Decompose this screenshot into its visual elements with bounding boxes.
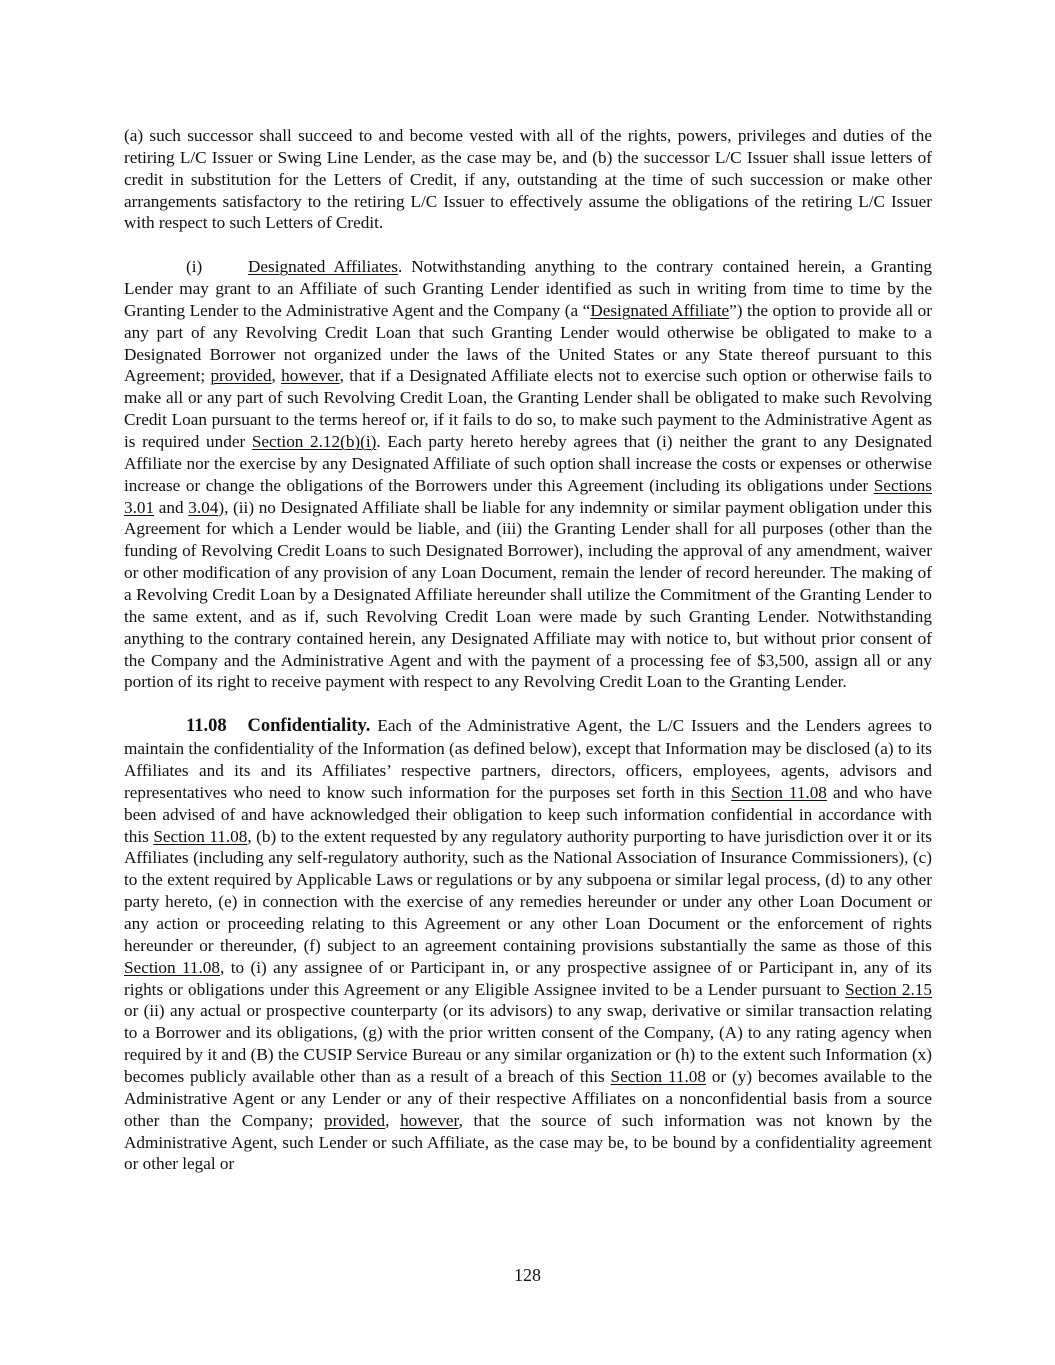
- section-reference-2-15: Section 2.15: [845, 979, 932, 999]
- paragraph-confidentiality: [124, 715, 932, 1175]
- clause-heading: Designated Affiliates: [248, 257, 398, 277]
- text-run: ), (ii) no Designated Affiliate shall be liable for any indemnity or similar payment obligation under this Agreement for which a Lender would be liable, and (iii) the Granting Lender shall for all purposes (other than the funding of Revolving Credit Loans to such Designated Borrower), including the approval of any amendment, waiver or other modification of any provision of any Loan Document, remain the lender of record hereunder. The making of a Revolving Credit Loan by a Designated Affiliate hereunder shall utilize the Commitment of the Granting Lender to the same extent, and as if, such Revolving Credit Loan were made by such Granting Lender. Notwithstanding anything to the contrary contained herein, any Designated Affiliate may with notice to, but without prior consent of the Company and the Administrative Agent and with the payment of a processing fee of $3,500, assign all or any portion of its right to receive payment with respect to any Revolving Credit Loan to the Granting Lender.: [124, 497, 932, 692]
- text-run: ,: [385, 1110, 401, 1130]
- paragraph-text: (a) such successor shall succeed to and become vested with all of the rights, powers, privileges and duties of the retiring L/C Issuer or Swing Line Lender, as the case may be, and (b) the successor L/C Issuer shall issue letters of credit in substitution for the Letters of Credit, if any, outstanding at the time of such succession or make other arrangements satisfactory to the retiring L/C Issuer to effectively assume the obligations of the retiring L/C Issuer with respect to such Letters of Credit.: [124, 126, 932, 233]
- text-run: . Each party hereto hereby agrees that (i) neither the grant to any Designated Affiliate nor the exercise by any Designated Affiliate of such option shall increase the costs or expenses or otherwise increase or change the obligations of the Borrowers under this Agreement (including its obligations under: [124, 432, 932, 495]
- section-reference-3-04: 3.04: [188, 497, 219, 517]
- however-term: however: [281, 366, 340, 386]
- section-reference-11-08: Section 11.08: [731, 782, 827, 802]
- text-run: and: [154, 497, 189, 517]
- provided-term: provided: [210, 366, 272, 386]
- paragraph-designated-affiliates: [124, 256, 932, 693]
- text-run: Each of the Administrative Agent, the L/C Issuers and the Lenders agrees to maintain the confidentiality of the Information (as defined below), except that Information may be disclosed (a) to its Affiliates and its and its Affiliates’ respective partners, directors, officers, employees, agents, advisors and representatives who need to know such information for the purposes set forth in this: [124, 716, 933, 802]
- document-page: [124, 125, 932, 1175]
- paragraph-successor-rights: [124, 125, 932, 234]
- section-reference-11-08: Section 11.08: [124, 957, 220, 977]
- however-term: however: [400, 1110, 459, 1130]
- text-run: ,: [271, 366, 282, 386]
- text-run: ”) the option to provide all or any part of any Revolving Credit Loan that such Granting Lender would otherwise be obligated to make to a Designated Borrower not organized under the laws of the United States or any State thereof pursuant to this Agreement;: [124, 300, 932, 386]
- defined-term: Designated Affiliate: [590, 300, 730, 320]
- section-reference-3-01: Sections 3.01: [124, 475, 932, 517]
- section-reference-11-08: Section 11.08: [153, 826, 248, 846]
- text-run: or (y) becomes available to the Administrative Agent or any Lender or any of their respective Affiliates on a nonconfidential basis from a source other than the Company;: [124, 1066, 932, 1130]
- section-reference-11-08: Section 11.08: [610, 1066, 706, 1086]
- provided-term: provided: [324, 1110, 386, 1130]
- text-run: , that the source of such information was not known by the Administrative Agent, such Lender or such Affiliate, as the case may be, to be bound by a confidentiality agreement or other legal or: [124, 1110, 932, 1174]
- page-number: 128: [514, 1265, 541, 1285]
- text-run: , (b) to the extent requested by any regulatory authority purporting to have jurisdiction over it or its Affiliates (including any self-regulatory authority, such as the National Association of Insurance Commissioners), (c) to the extent required by Applicable Laws or regulations or by any subpoena or similar legal process, (d) to any other party hereto, (e) in connection with the exercise of any remedies hereunder or under any other Loan Document or any action or proceeding relating to this Agreement or any other Loan Document or the enforcement of rights hereunder or thereunder, (f) subject to an agreement containing provisions substantially the same as those of this: [124, 826, 932, 955]
- text-run: or (ii) any actual or prospective counterparty (or its advisors) to any swap, derivative or similar transaction relating to a Borrower and its obligations, (g) with the prior written consent of the Company, (A) to any rating agency when required by it and (B) the CUSIP Service Bureau or any similar organization or (h) to the extent such Information (x) becomes publicly available other than as a result of a breach of this: [124, 1001, 932, 1086]
- section-reference-2-12: Section 2.12(b)(i): [251, 432, 377, 452]
- text-run: and who have been advised of and have acknowledged their obligation to keep such information confidential in accordance with this: [124, 782, 932, 846]
- text-run: . Notwithstanding anything to the contrary contained herein, a Granting Lender may grant to an Affiliate of such Granting Lender identified as such in writing from time to time by the Granting Lender to the Administrative Agent and the Company (a “: [124, 257, 933, 320]
- clause-marker: (i): [186, 257, 203, 277]
- section-title: Confidentiality.: [247, 716, 371, 737]
- text-run: , to (i) any assignee of or Participant in, or any prospective assignee of or Participant in, any of its rights or obligations under this Agreement or any Eligible Assignee invited to be a Lender pursuant to: [124, 957, 933, 999]
- section-number: 11.08: [186, 716, 227, 737]
- text-run: , that if a Designated Affiliate elects not to exercise such option or otherwise fails to make all or any part of such Revolving Credit Loan, the Granting Lender shall be obligated to make such Revolving Credit Loan pursuant to the terms hereof or, if it fails to do so, to make such payment to the Administrative Agent as is required under: [124, 366, 932, 452]
